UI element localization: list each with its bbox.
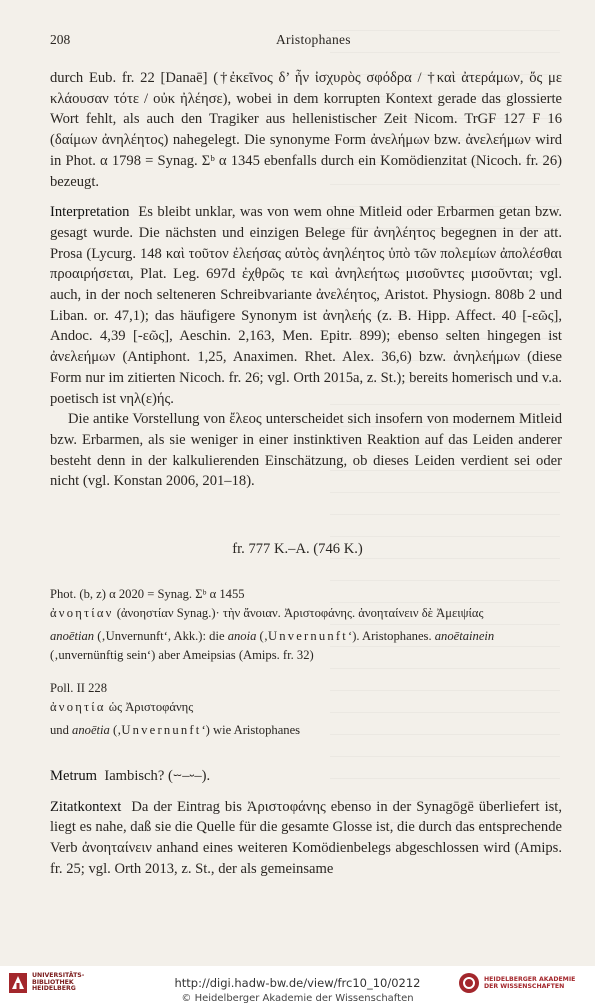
metrum-paragraph <box>50 766 562 787</box>
page-number: 208 <box>50 32 71 47</box>
running-title: Aristophanes <box>276 32 351 47</box>
fragment-heading: fr. 777 K.–A. (746 K.) <box>232 541 363 557</box>
interpretation-paragraph <box>50 202 562 409</box>
lemma-spaced: ἀνοητία <box>50 700 106 714</box>
commentary-block-2 <box>50 766 562 880</box>
source-block <box>50 585 562 740</box>
metrum-text: Iambisch? (⏖–⏑–). <box>104 768 211 784</box>
section-label-interpretation: Interpretation <box>50 204 130 221</box>
right-logo-text: HEIDELBERGER AKADEMIE DER WISSENSCHAFTEN <box>484 975 576 990</box>
paragraph-continuation: durch Eub. fr. 22 [Danaē] (†ἐκεῖνος δ’ ἦν ἰσχυρὸς σφόδρα / †καὶ ἀτεράμων, ὅς με κλάουσαν τότε / οὐκ ἠλέησε), wobei in dem korrupten Kontext gerade das glossierte Wort fehlt, als auch den Tragiker aus hellenistischer Zeit Nicom. TrGF 127 F 16 (δαίμων ἀνηλέητος) nahegelegt. Die synonyme Form ἀνελήμων bzw. ἀνελεήμων wird in Phot. α 1798 = Synag. Σᵇ α 1345 ebenfalls durch ein Komödienzitat (Nicoch. fr. 26) bezeugt. <box>50 70 562 190</box>
greek-gloss-text: (ἀνοηστίαν Synag.)· τὴν ἄνοιαν. Ἀριστοφάνης. ἀνοηταίνειν δὲ Ἀμειψίας <box>116 606 484 620</box>
translation-text: (‚Unvernunft‘, Akk.): die <box>97 629 225 643</box>
section-label-metrum: Metrum <box>50 768 98 784</box>
translit-anoetian: anoētian <box>50 629 95 643</box>
source-translation-pollux <box>50 721 562 740</box>
translation-text: ‘) wie Aristophanes <box>201 723 301 737</box>
greek-gloss-text: ὡς Ἀριστοφάνης <box>108 700 194 714</box>
translit-anoetia: anoētia <box>72 723 110 737</box>
spaced-unvernunft: Unvernunft <box>121 723 202 737</box>
section-label-zitatkontext: Zitatkontext <box>50 798 122 815</box>
source-reference-pollux: Poll. II 228 <box>50 681 108 695</box>
translit-anoetainein: anoētainein <box>434 629 495 643</box>
left-logo-text: UNIVERSITÄTS- BIBLIOTHEK HEIDELBERG <box>32 971 85 993</box>
commentary-block-1 <box>50 68 562 492</box>
quote-open: (‚ <box>112 723 122 737</box>
copyright-notice: © Heidelberger Akademie der Wissenschaften <box>181 993 414 1004</box>
spaced-unvernunft: Unvernunft <box>267 629 348 643</box>
translation-text: ‘). Aristophanes. <box>348 629 432 643</box>
translation-text: und <box>50 723 69 737</box>
lemma-spaced: ἀνοητίαν <box>50 606 114 620</box>
quote-open: (‚ <box>259 629 268 643</box>
academy-circle-icon <box>458 972 480 994</box>
source-greek-photius <box>50 604 562 623</box>
zitatkontext-text: Da der Eintrag bis Ἀριστοφάνης ebenso in der Synagōgē überliefert ist, liegt es nahe, daß sie die Quelle für die gesamte Glosse ist, die durch das entsprechende Verb ἀνοηταίνειν anhand eines weiteren Komödienbelegs abgeschlossen wird (Amips. fr. 25; vgl. Orth 2013, z. St., der als gemeinsame <box>50 798 562 877</box>
source-greek-pollux <box>50 698 562 717</box>
interpretation-paragraph-2: Die antike Vorstellung von ἔλεος unterscheidet sich insofern von modernem Mitleid bzw. Erbarmen, als sie weniger in einer instinktiven Reaktion auf das Leiden anderer besteht denn in der kalkulierenden Einschätzung, ob dieses Leiden verdient sei oder nicht (vgl. Konstan 2006, 201–18). <box>50 411 562 490</box>
academy-logo[interactable] <box>458 972 575 994</box>
permalink-url[interactable]: http://digi.hadw-bw.de/view/frc10_10/0212 <box>174 976 421 990</box>
zitatkontext-paragraph <box>50 797 562 880</box>
translation-text: (‚unvernünftig sein‘) aber Ameipsias (Amips. fr. 32) <box>50 648 314 662</box>
interpretation-text: Es bleibt unklar, was von wem ohne Mitleid oder Erbarmen getan bzw. gesagt wurde. Die nächsten und einzigen Belege für ἀνηλέητος begegnen in der att. Prosa (Lycurg. 148 καὶ τοῦτον ἐλεήσας αὐτὸς ἀνηλέητος ὑπὸ τῶν πολεμίων ἀπολέσθαι προαιρήσεται, Plat. Leg. 697d ἐχθρῶς τε καὶ ἀνηλεήτως μισοῦντες μισοῦνται; vgl. auch, in der noch selteneren Schreibvariante ἀνελέητος, Aristot. Physiogn. 808b 2 und Liban. or. 47,1); das häufigere Synonym ist ἀνηλεής (z. B. Hipp. Affect. 40 [-εῶς], Andoc. 4,39 [-εῶς], Aeschin. 2,163, Men. Epitr. 899); ebenso selten hingegen ist ἀνελεήμων (Antiphont. 1,25, Anaximen. Rhet. Alex. 36,6) bzw. ἀνηλεήμων (diese Form nur im zitierten Nicoch. fr. 26; vgl. Orth 2015a, z. St.); bereits homerisch und v.a. poetisch ist νηλ(ε)ής. <box>50 204 563 407</box>
source-reference-photius: Phot. (b, z) α 2020 = Synag. Σᵇ α 1455 <box>50 587 245 601</box>
source-translation-photius <box>50 627 562 665</box>
translit-anoia: anoia <box>227 629 257 643</box>
